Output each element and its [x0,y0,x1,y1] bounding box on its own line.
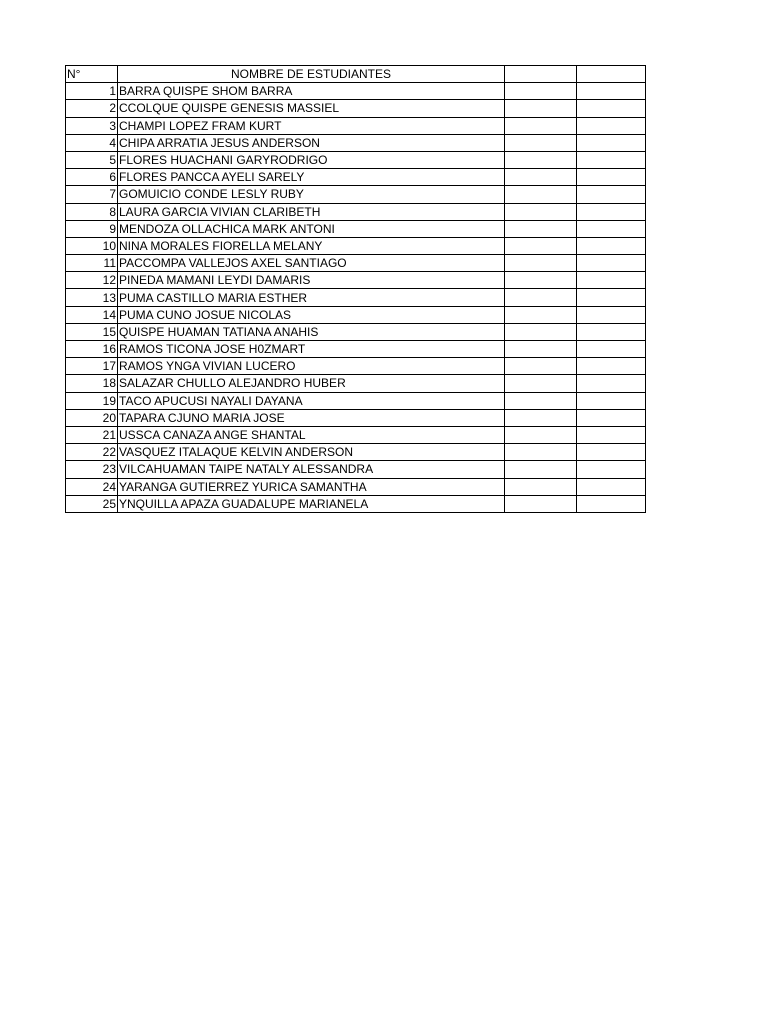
table-row [66,83,646,100]
blank-cell-2 [577,100,646,117]
blank-cell-2 [577,220,646,237]
blank-cell-2 [577,375,646,392]
blank-cell-1 [505,306,577,323]
student-name: CHAMPI LOPEZ FRAM KURT [118,117,505,134]
blank-cell-1 [505,392,577,409]
table-row [66,392,646,409]
row-number: 13 [66,289,118,306]
blank-cell-2 [577,237,646,254]
table-row [66,203,646,220]
student-name: VASQUEZ ITALAQUE KELVIN ANDERSON [118,444,505,461]
blank-cell-1 [505,272,577,289]
table-row [66,289,646,306]
student-name: NINA MORALES FIORELLA MELANY [118,237,505,254]
row-number: 9 [66,220,118,237]
row-number: 14 [66,306,118,323]
student-name: PINEDA MAMANI LEYDI DAMARIS [118,272,505,289]
table-row [66,461,646,478]
table-row [66,186,646,203]
row-number: 2 [66,100,118,117]
blank-cell-1 [505,237,577,254]
row-number: 4 [66,134,118,151]
row-number: 7 [66,186,118,203]
row-number: 16 [66,341,118,358]
blank-cell-2 [577,255,646,272]
student-name: RAMOS YNGA VIVIAN LUCERO [118,358,505,375]
row-number: 18 [66,375,118,392]
blank-cell-1 [505,117,577,134]
blank-cell-2 [577,409,646,426]
student-name: PUMA CASTILLO MARIA ESTHER [118,289,505,306]
table-row [66,478,646,495]
blank-cell-2 [577,186,646,203]
blank-cell-1 [505,100,577,117]
blank-cell-1 [505,255,577,272]
table-row [66,358,646,375]
header-blank-column-1 [505,66,577,83]
student-name: PUMA CUNO JOSUE NICOLAS [118,306,505,323]
header-blank-column-2 [577,66,646,83]
row-number: 3 [66,117,118,134]
table-row [66,134,646,151]
row-number: 19 [66,392,118,409]
blank-cell-2 [577,461,646,478]
row-number: 15 [66,323,118,340]
table-row [66,444,646,461]
blank-cell-1 [505,341,577,358]
row-number: 6 [66,169,118,186]
student-list-table [65,65,646,513]
blank-cell-2 [577,306,646,323]
student-rows [66,83,646,513]
blank-cell-2 [577,478,646,495]
table-row [66,255,646,272]
blank-cell-2 [577,323,646,340]
table-row [66,323,646,340]
row-number: 24 [66,478,118,495]
blank-cell-2 [577,203,646,220]
student-name: QUISPE HUAMAN TATIANA ANAHIS [118,323,505,340]
student-name: FLORES PANCCA AYELI SARELY [118,169,505,186]
table-row [66,272,646,289]
blank-cell-2 [577,358,646,375]
row-number: 20 [66,409,118,426]
student-name: GOMUICIO CONDE LESLY RUBY [118,186,505,203]
row-number: 11 [66,255,118,272]
blank-cell-2 [577,117,646,134]
blank-cell-1 [505,134,577,151]
blank-cell-1 [505,289,577,306]
table-row [66,375,646,392]
student-name: YNQUILLA APAZA GUADALUPE MARIANELA [118,495,505,512]
student-name: TAPARA CJUNO MARIA JOSE [118,409,505,426]
table-row [66,151,646,168]
blank-cell-1 [505,426,577,443]
blank-cell-2 [577,341,646,358]
blank-cell-2 [577,134,646,151]
table-row [66,117,646,134]
row-number: 25 [66,495,118,512]
row-number: 10 [66,237,118,254]
blank-cell-2 [577,426,646,443]
blank-cell-1 [505,151,577,168]
table-row [66,306,646,323]
row-number: 23 [66,461,118,478]
blank-cell-1 [505,83,577,100]
blank-cell-1 [505,186,577,203]
row-number: 12 [66,272,118,289]
blank-cell-2 [577,272,646,289]
student-name: RAMOS TICONA JOSE H0ZMART [118,341,505,358]
row-number: 1 [66,83,118,100]
blank-cell-2 [577,392,646,409]
blank-cell-1 [505,461,577,478]
blank-cell-1 [505,220,577,237]
student-name: CCOLQUE QUISPE GENESIS MASSIEL [118,100,505,117]
blank-cell-2 [577,83,646,100]
table-row [66,409,646,426]
table-row [66,341,646,358]
blank-cell-1 [505,478,577,495]
blank-cell-2 [577,289,646,306]
blank-cell-1 [505,444,577,461]
header-number: N° [66,66,118,83]
row-number: 8 [66,203,118,220]
row-number: 17 [66,358,118,375]
student-name: FLORES HUACHANI GARYRODRIGO [118,151,505,168]
student-name: SALAZAR CHULLO ALEJANDRO HUBER [118,375,505,392]
table-row [66,100,646,117]
blank-cell-2 [577,444,646,461]
table-row [66,426,646,443]
blank-cell-1 [505,323,577,340]
table-row [66,495,646,512]
student-name: CHIPA ARRATIA JESUS ANDERSON [118,134,505,151]
blank-cell-1 [505,203,577,220]
blank-cell-2 [577,169,646,186]
student-name: BARRA QUISPE SHOM BARRA [118,83,505,100]
row-number: 22 [66,444,118,461]
table-row [66,169,646,186]
table-row [66,220,646,237]
student-name: MENDOZA OLLACHICA MARK ANTONI [118,220,505,237]
student-name: YARANGA GUTIERREZ YURICA SAMANTHA [118,478,505,495]
blank-cell-1 [505,169,577,186]
student-name: LAURA GARCIA VIVIAN CLARIBETH [118,203,505,220]
blank-cell-1 [505,375,577,392]
blank-cell-1 [505,495,577,512]
blank-cell-2 [577,151,646,168]
blank-cell-1 [505,358,577,375]
row-number: 21 [66,426,118,443]
table-row [66,237,646,254]
header-row [66,66,646,83]
blank-cell-1 [505,409,577,426]
student-name: PACCOMPA VALLEJOS AXEL SANTIAGO [118,255,505,272]
row-number: 5 [66,151,118,168]
student-name: USSCA CANAZA ANGE SHANTAL [118,426,505,443]
header-student-name: NOMBRE DE ESTUDIANTES [118,66,505,83]
blank-cell-2 [577,495,646,512]
student-name: TACO APUCUSI NAYALI DAYANA [118,392,505,409]
student-name: VILCAHUAMAN TAIPE NATALY ALESSANDRA [118,461,505,478]
